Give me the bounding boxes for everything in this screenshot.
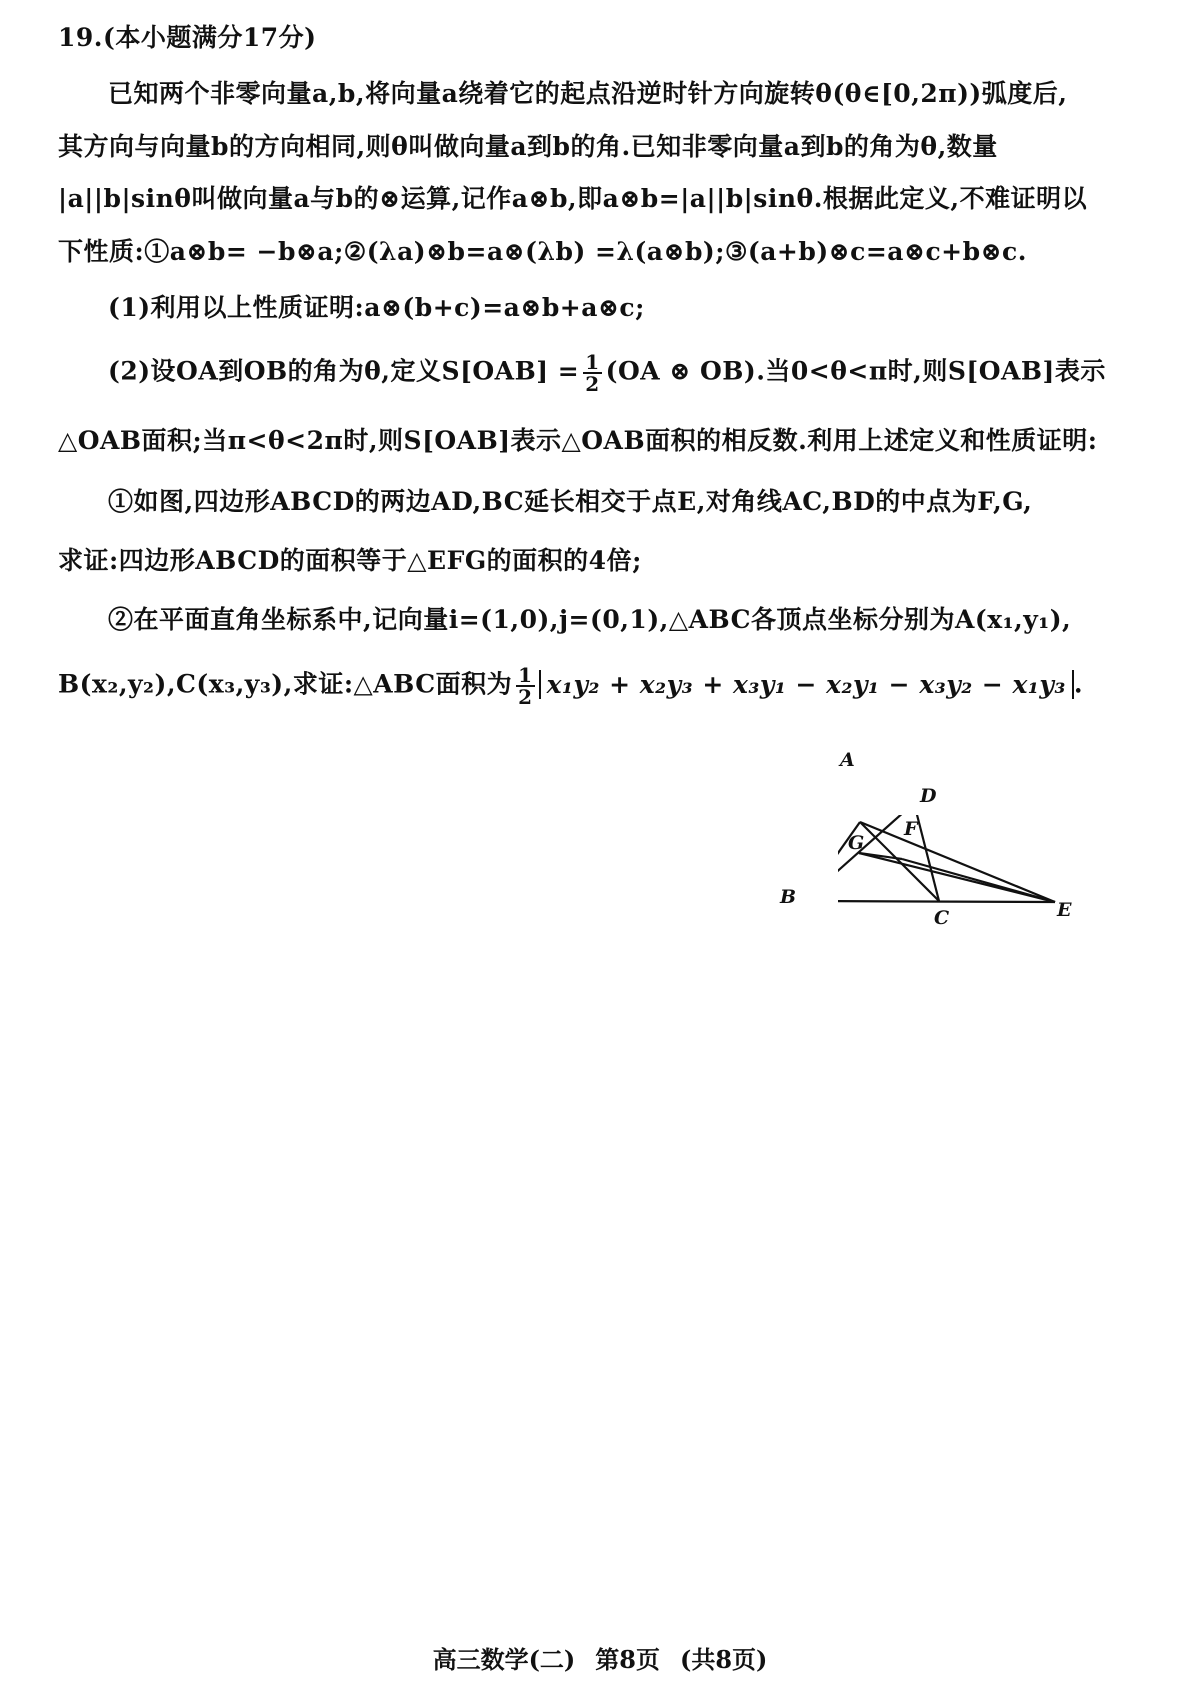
sub-2-lead: B(x₂,y₂),C(x₃,y₃),求证:△ABC面积为: [58, 669, 513, 699]
intro-line-2: 其方向与向量b的方向相同,则θ叫做向量a到b的角.已知非零向量a到b的角为θ,数量: [58, 132, 998, 161]
label-a: A: [840, 749, 855, 771]
part-2-lead: (2)设OA到OB的角为θ,定义S[OAB] =: [108, 356, 580, 386]
figure-labels: [770, 740, 1080, 940]
sub-1-line-2: 求证:四边形ABCD的面积等于△EFG的面积的4倍;: [58, 546, 642, 575]
question-header: 19.(本小题满分17分): [58, 23, 317, 52]
intro-line-1: 已知两个非零向量a,b,将向量a绕着它的起点沿逆时针方向旋转θ(θ∈[0,2π))弧度后,: [108, 79, 1068, 108]
label-g: G: [848, 832, 865, 854]
area-formula: x₁y₂ + x₂y₃ + x₃y₁ − x₂y₁ − x₃y₂ − x₁y₃: [539, 670, 1074, 699]
label-d: D: [920, 785, 937, 807]
fraction-half-2: $\frac{1}{2}$: [518, 663, 533, 709]
intro-line-4: 下性质:①a⊗b= −b⊗a;②(λa)⊗b=a⊗(λb) =λ(a⊗b);③(a+b)⊗c=a⊗c+b⊗c.: [58, 237, 1027, 266]
label-c: C: [934, 907, 950, 929]
fraction-half: $\frac{1}{2}$: [585, 350, 600, 396]
sub-2-line-1: ②在平面直角坐标系中,记向量i=(1,0),j=(0,1),△ABC各顶点坐标分别为A(x₁,y₁),: [108, 605, 1072, 634]
footer-total: (共8页): [680, 1645, 768, 1674]
footer-subject: 高三数学(二): [432, 1645, 576, 1674]
sub-2-end: .: [1073, 669, 1084, 699]
sub-2-line-2: [58, 665, 1083, 707]
intro-line-3: |a||b|sinθ叫做向量a与b的⊗运算,记作a⊗b,即a⊗b=|a||b|sinθ.根据此定义,不难证明以: [58, 184, 1088, 213]
part-2-line-1: [108, 352, 1106, 394]
footer-page: 第8页: [595, 1645, 660, 1674]
part-2-tail: (OA ⊗ OB).当0<θ<π时,则S[OAB]表示: [605, 356, 1106, 386]
sub-1-line-1: ①如图,四边形ABCD的两边AD,BC延长相交于点E,对角线AC,BD的中点为F,G,: [108, 487, 1033, 516]
label-b: B: [780, 886, 797, 908]
label-e: E: [1057, 899, 1072, 921]
page-footer: [0, 1640, 1200, 1675]
label-f: F: [904, 818, 918, 840]
part-2-line-2: △OAB面积;当π<θ<2π时,则S[OAB]表示△OAB面积的相反数.利用上述定义和性质证明:: [58, 426, 1098, 455]
part-1: (1)利用以上性质证明:a⊗(b+c)=a⊗b+a⊗c;: [108, 293, 645, 322]
